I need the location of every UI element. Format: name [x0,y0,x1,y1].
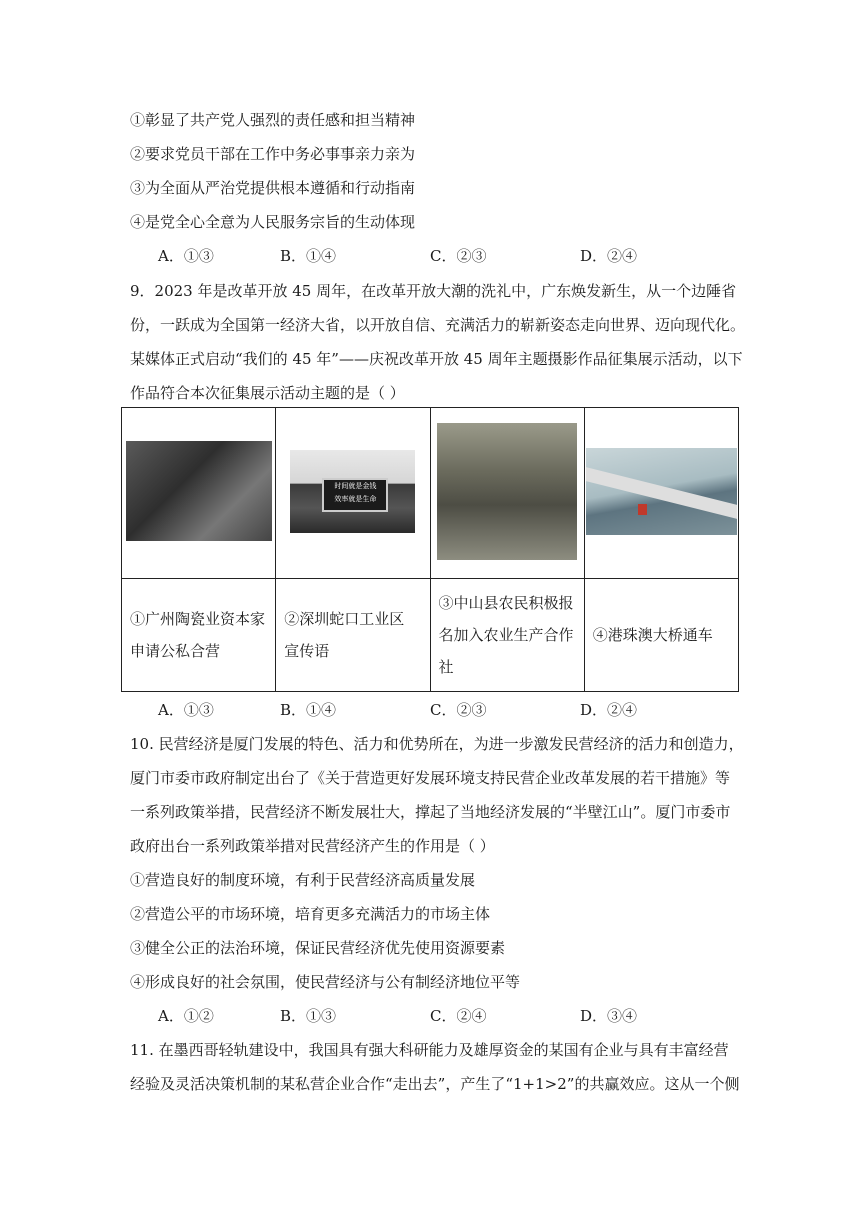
q10-choice-b[interactable]: B．①③ [280,1007,337,1025]
photo-cell-2 [276,408,430,579]
q9-choices [158,700,678,720]
q9-choice-b[interactable]: B．①④ [280,701,337,719]
q8-choice-c[interactable]: C．②③ [430,247,487,265]
q10-option-3: ③健全公正的法治环境，保证民营经济优先使用资源要素 [130,939,506,957]
q8-choice-a[interactable]: A．①③ [158,247,214,265]
q10-stem-line-2: 厦门市委市政府制定出台了《关于营造更好发展环境支持民营企业改革发展的若干措施》等 [130,769,731,787]
q8-option-4: ④是党全心全意为人民服务宗旨的生动体现 [130,213,416,231]
q11-stem-line-1: 11. 在墨西哥轻轨建设中，我国具有强大科研能力及雄厚资金的某国有企业与具有丰富经营 [130,1041,729,1059]
photo-zhongshan-farmers [437,423,577,560]
q8-choices [158,246,678,266]
q8-choice-b[interactable]: B．①④ [280,247,337,265]
q10-option-1: ①营造良好的制度环境，有利于民营经济高质量发展 [130,871,476,889]
q10-stem-line-1: 10. 民营经济是厦门发展的特色、活力和优势所在，为进一步激发民营经济的活力和创造力， [130,735,744,753]
q8-choice-d[interactable]: D．②④ [580,247,638,265]
q9-stem-line-2: 份，一跃成为全国第一经济大省，以开放自信、充满活力的崭新姿态走向世界、迈向现代化。 [130,316,746,334]
photo-cell-1 [122,408,276,579]
q8-option-3: ③为全面从严治党提供根本遵循和行动指南 [130,179,416,197]
q9-choice-c[interactable]: C．②③ [430,701,487,719]
q8-option-1: ①彰显了共产党人强烈的责任感和担当精神 [130,111,416,129]
q9-choice-d[interactable]: D．②④ [580,701,638,719]
q10-stem-line-4: 政府出台一系列政策举措对民营经济产生的作用是（ ） [130,837,495,855]
q10-choices [158,1006,678,1026]
q11-stem-line-2: 经验及灵活决策机制的某私营企业合作“走出去”，产生了“1+1>2”的共赢效应。这从一个侧 [130,1075,740,1093]
caption-3: ③中山县农民积极报 名加入农业生产合作 社 [430,579,584,692]
photo-hzmb-bridge [586,448,737,535]
caption-2: ②深圳蛇口工业区 宣传语 [276,579,430,692]
q10-option-2: ②营造公平的市场环境，培育更多充满活力的市场主体 [130,905,491,923]
q9-choice-a[interactable]: A．①③ [158,701,214,719]
q9-stem-line-1: 9．2023 年是改革开放 45 周年，在改革开放大潮的洗礼中，广东焕发新生，从一个边陲省 [130,282,737,300]
photo-pottery-capitalists [126,441,272,541]
q10-choice-a[interactable]: A．①② [158,1007,214,1025]
q9-stem-line-4: 作品符合本次征集展示活动主题的是（ ） [130,384,405,402]
caption-4: ④港珠澳大桥通车 [584,579,738,692]
q9-photo-table [121,407,739,692]
q9-stem-line-3: 某媒体正式启动“我们的 45 年”——庆祝改革开放 45 周年主题摄影作品征集展示活动，以下 [130,350,743,368]
photo-cell-3 [430,408,584,579]
photo-shekou-slogan [290,450,415,533]
q10-stem-line-3: 一系列政策举措，民营经济不断发展壮大，撑起了当地经济发展的“半壁江山”。厦门市委市 [130,803,731,821]
photo-cell-4 [584,408,738,579]
q10-option-4: ④形成良好的社会氛围，使民营经济与公有制经济地位平等 [130,973,521,991]
slogan-sign: 时间就是金钱 效率就是生命 [322,478,388,512]
caption-1: ①广州陶瓷业资本家 申请公私合营 [122,579,276,692]
q8-option-2: ②要求党员干部在工作中务必事事亲力亲为 [130,145,416,163]
q10-choice-d[interactable]: D．③④ [580,1007,638,1025]
q10-choice-c[interactable]: C．②④ [430,1007,487,1025]
